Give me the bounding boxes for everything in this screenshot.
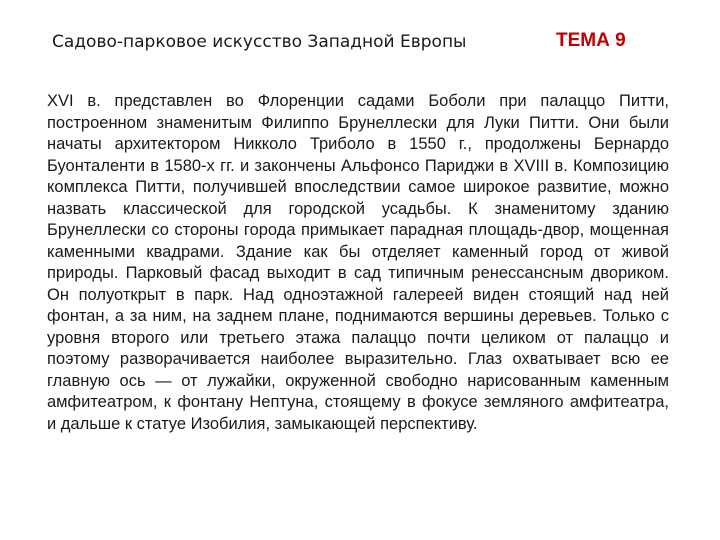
slide-header-title: Садово-парковое искусство Западной Европы [52,32,467,52]
body-paragraph: XVI в. представлен во Флоренции садами Боболи при палаццо Питти, построенном знаменитым Филиппо Брунеллески для Луки Питти. Они были начаты архитектором Никколо Триболо в 1550 г., продолжены Бернардо Буонталенти в 1580-х гг. и закончены Альфонсо Париджи в XVIII в. Композицию комплекса Питти, получившей впоследствии самое широкое развитие, можно назвать классической для городской усадьбы. К знаменитому зданию Брунеллески со стороны города примыкает парадная площадь-двор, мощенная каменными квадрами. Здание как бы отделяет каменный город от живой природы. Парковый фасад выходит в сад типичным ренессансным двориком. Он полуоткрыт в парк. Над одноэтажной галереей виден стоящий над ней фонтан, а за ним, на заднем плане, поднимаются вершины деревьев. Только с уровня второго или третьего этажа палаццо почти целиком от палаццо и поэтому разворачивается наиболее выразительно. Глаз охватывает всю ее главную ось — от лужайки, окруженной свободно нарисованным каменным амфитеатром, к фонтану Нептуна, стоящему в фокусе земляного амфитеатра, и дальше к статуе Изобилия, замыкающей перспективу. [47,92,669,433]
topic-label: ТЕМА 9 [556,30,626,51]
